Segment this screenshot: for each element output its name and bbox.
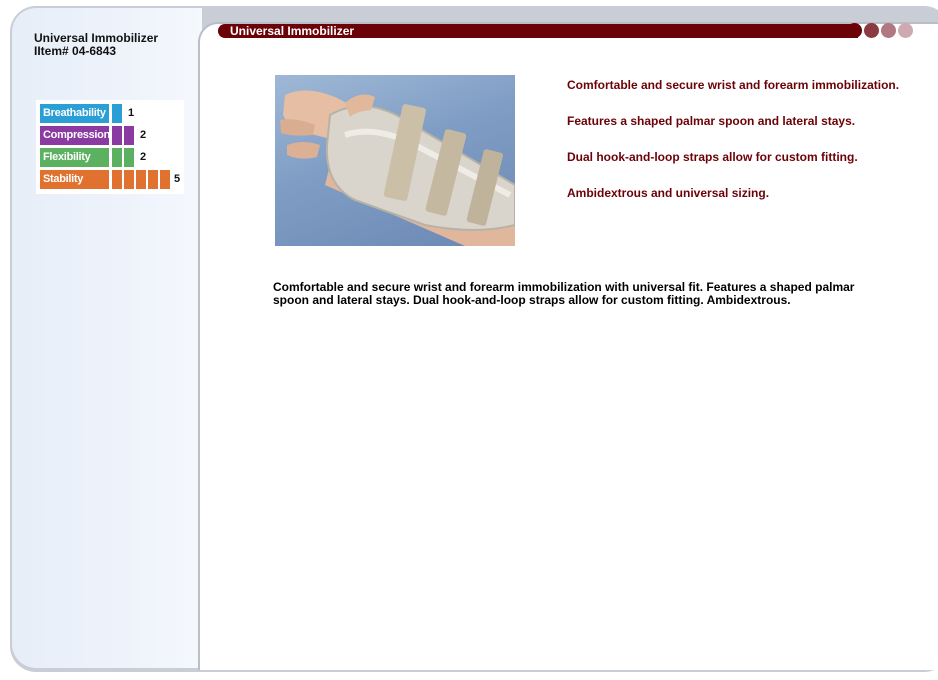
title-bar: [218, 24, 858, 38]
feature-item: Comfortable and secure wrist and forearm immobilization.: [567, 78, 900, 92]
decor-dot: [847, 23, 862, 38]
decor-dot: [881, 23, 896, 38]
rating-block: [124, 170, 134, 189]
rating-block: [136, 170, 146, 189]
rating-label: Compression: [40, 126, 109, 145]
rating-label: Breathability: [40, 104, 109, 123]
rating-block: [112, 104, 122, 123]
rating-value: 2: [140, 151, 147, 163]
rating-block: [160, 170, 170, 189]
wrist-brace-illustration: [275, 75, 515, 246]
product-name: Universal Immobilizer: [34, 31, 159, 45]
rating-value: 1: [128, 107, 135, 119]
rating-block: [148, 170, 158, 189]
rating-block: [112, 126, 122, 145]
product-heading: [34, 32, 158, 58]
feature-item: Dual hook-and-loop straps allow for custom fitting.: [567, 150, 858, 164]
page-title: Universal Immobilizer: [230, 24, 355, 38]
wrist-brace-photo: [275, 75, 515, 246]
ratings-chart: [36, 100, 184, 194]
rating-block: [112, 170, 122, 189]
decor-dot: [864, 23, 879, 38]
rating-block: [124, 148, 134, 167]
item-number: IItem# 04-6843: [34, 44, 117, 58]
rating-value: 2: [140, 129, 147, 141]
rating-block: [112, 148, 122, 167]
rating-value: 5: [174, 173, 181, 185]
feature-item: Features a shaped palmar spoon and lateral stays.: [567, 114, 856, 128]
decor-dot: [898, 23, 913, 38]
product-description: Comfortable and secure wrist and forearm immobilization with universal fit. Features a shaped palmar spoon and lateral stays. Dual hook-and-loop straps allow for custom fitting. Ambidextrous.: [273, 280, 855, 307]
rating-label: Flexibility: [40, 148, 109, 167]
rating-block: [124, 126, 134, 145]
feature-item: Ambidextrous and universal sizing.: [567, 186, 770, 200]
rating-label: Stability: [40, 170, 109, 189]
